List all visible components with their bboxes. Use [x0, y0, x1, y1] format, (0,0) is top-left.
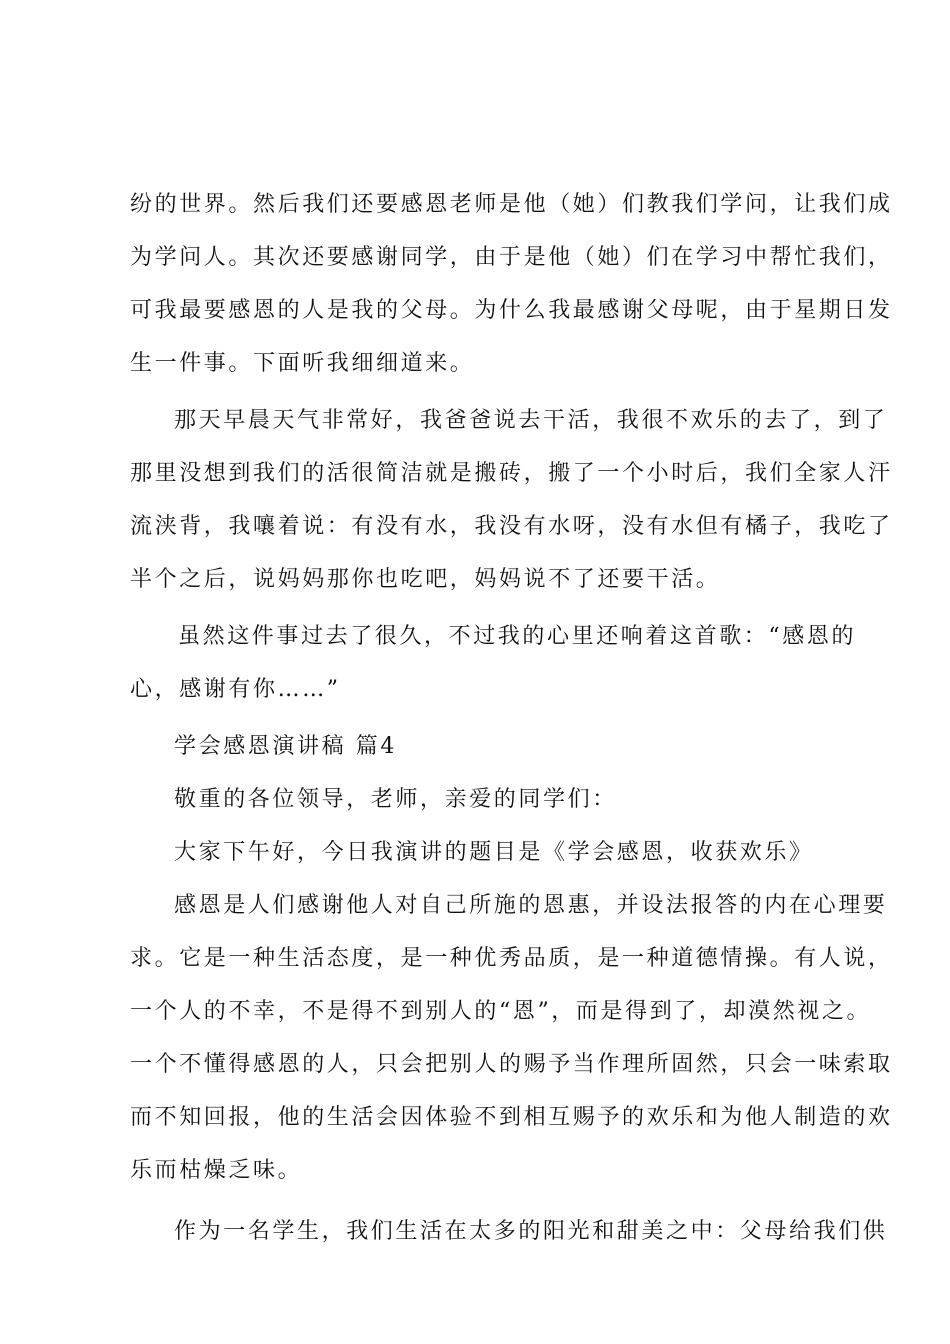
text-line: 为学问人。其次还要感谢同学，由于是他（她）们在学习中帮忙我们， — [130, 245, 893, 270]
text-line: 流浃背，我嚷着说：有没有水，我没有水呀，没有水但有橘子，我吃了 — [130, 514, 893, 539]
text-line: 求。它是一种生活态度，是一种优秀品质，是一种道德情操。有人说， — [130, 946, 893, 971]
section-heading: 学会感恩演讲稿 篇4 — [174, 734, 397, 759]
text-line: 而不知回报，他的生活会因体验不到相互赐予的欢乐和为他人制造的欢 — [130, 1105, 893, 1130]
salutation-line: 敬重的各位领导，老师，亲爱的同学们： — [174, 787, 617, 812]
document-body — [130, 178, 893, 1258]
greeting-line: 大家下午好，今日我演讲的题目是《学会感恩，收获欢乐》 — [174, 840, 814, 865]
paragraph-start-line: 作为一名学生，我们生活在太多的阳光和甜美之中：父母给我们供 — [174, 1219, 888, 1244]
text-line: 心，感谢有你……” — [130, 677, 341, 702]
paragraph-start-line: 虽然这件事过去了很久，不过我的心里还响着这首歌：“感恩的 — [178, 624, 857, 649]
text-line: 一个不懂得感恩的人，只会把别人的赐予当作理所固然，只会一味索取 — [130, 1052, 893, 1077]
text-line: 纷的世界。然后我们还要感恩老师是他（她）们教我们学问，让我们成 — [130, 192, 893, 217]
text-line: 半个之后，说妈妈那你也吃吧，妈妈说不了还要干活。 — [130, 567, 721, 592]
text-line: 一个人的不幸，不是得不到别人的“恩”，而是得到了，却漠然视之。 — [130, 999, 872, 1024]
text-line: 可我最要感恩的人是我的父母。为什么我最感谢父母呢，由于星期日发 — [130, 298, 893, 323]
text-line: 那里没想到我们的活很简洁就是搬砖，搬了一个小时后，我们全家人汗 — [130, 461, 893, 486]
text-line: 乐而枯燥乏味。 — [130, 1158, 303, 1183]
paragraph-start-line: 那天早晨天气非常好，我爸爸说去干活，我很不欢乐的去了，到了 — [174, 408, 888, 433]
paragraph-start-line: 感恩是人们感谢他人对自己所施的恩惠，并设法报答的内在心理要 — [174, 893, 888, 918]
text-line: 生一件事。下面听我细细道来。 — [130, 351, 475, 376]
